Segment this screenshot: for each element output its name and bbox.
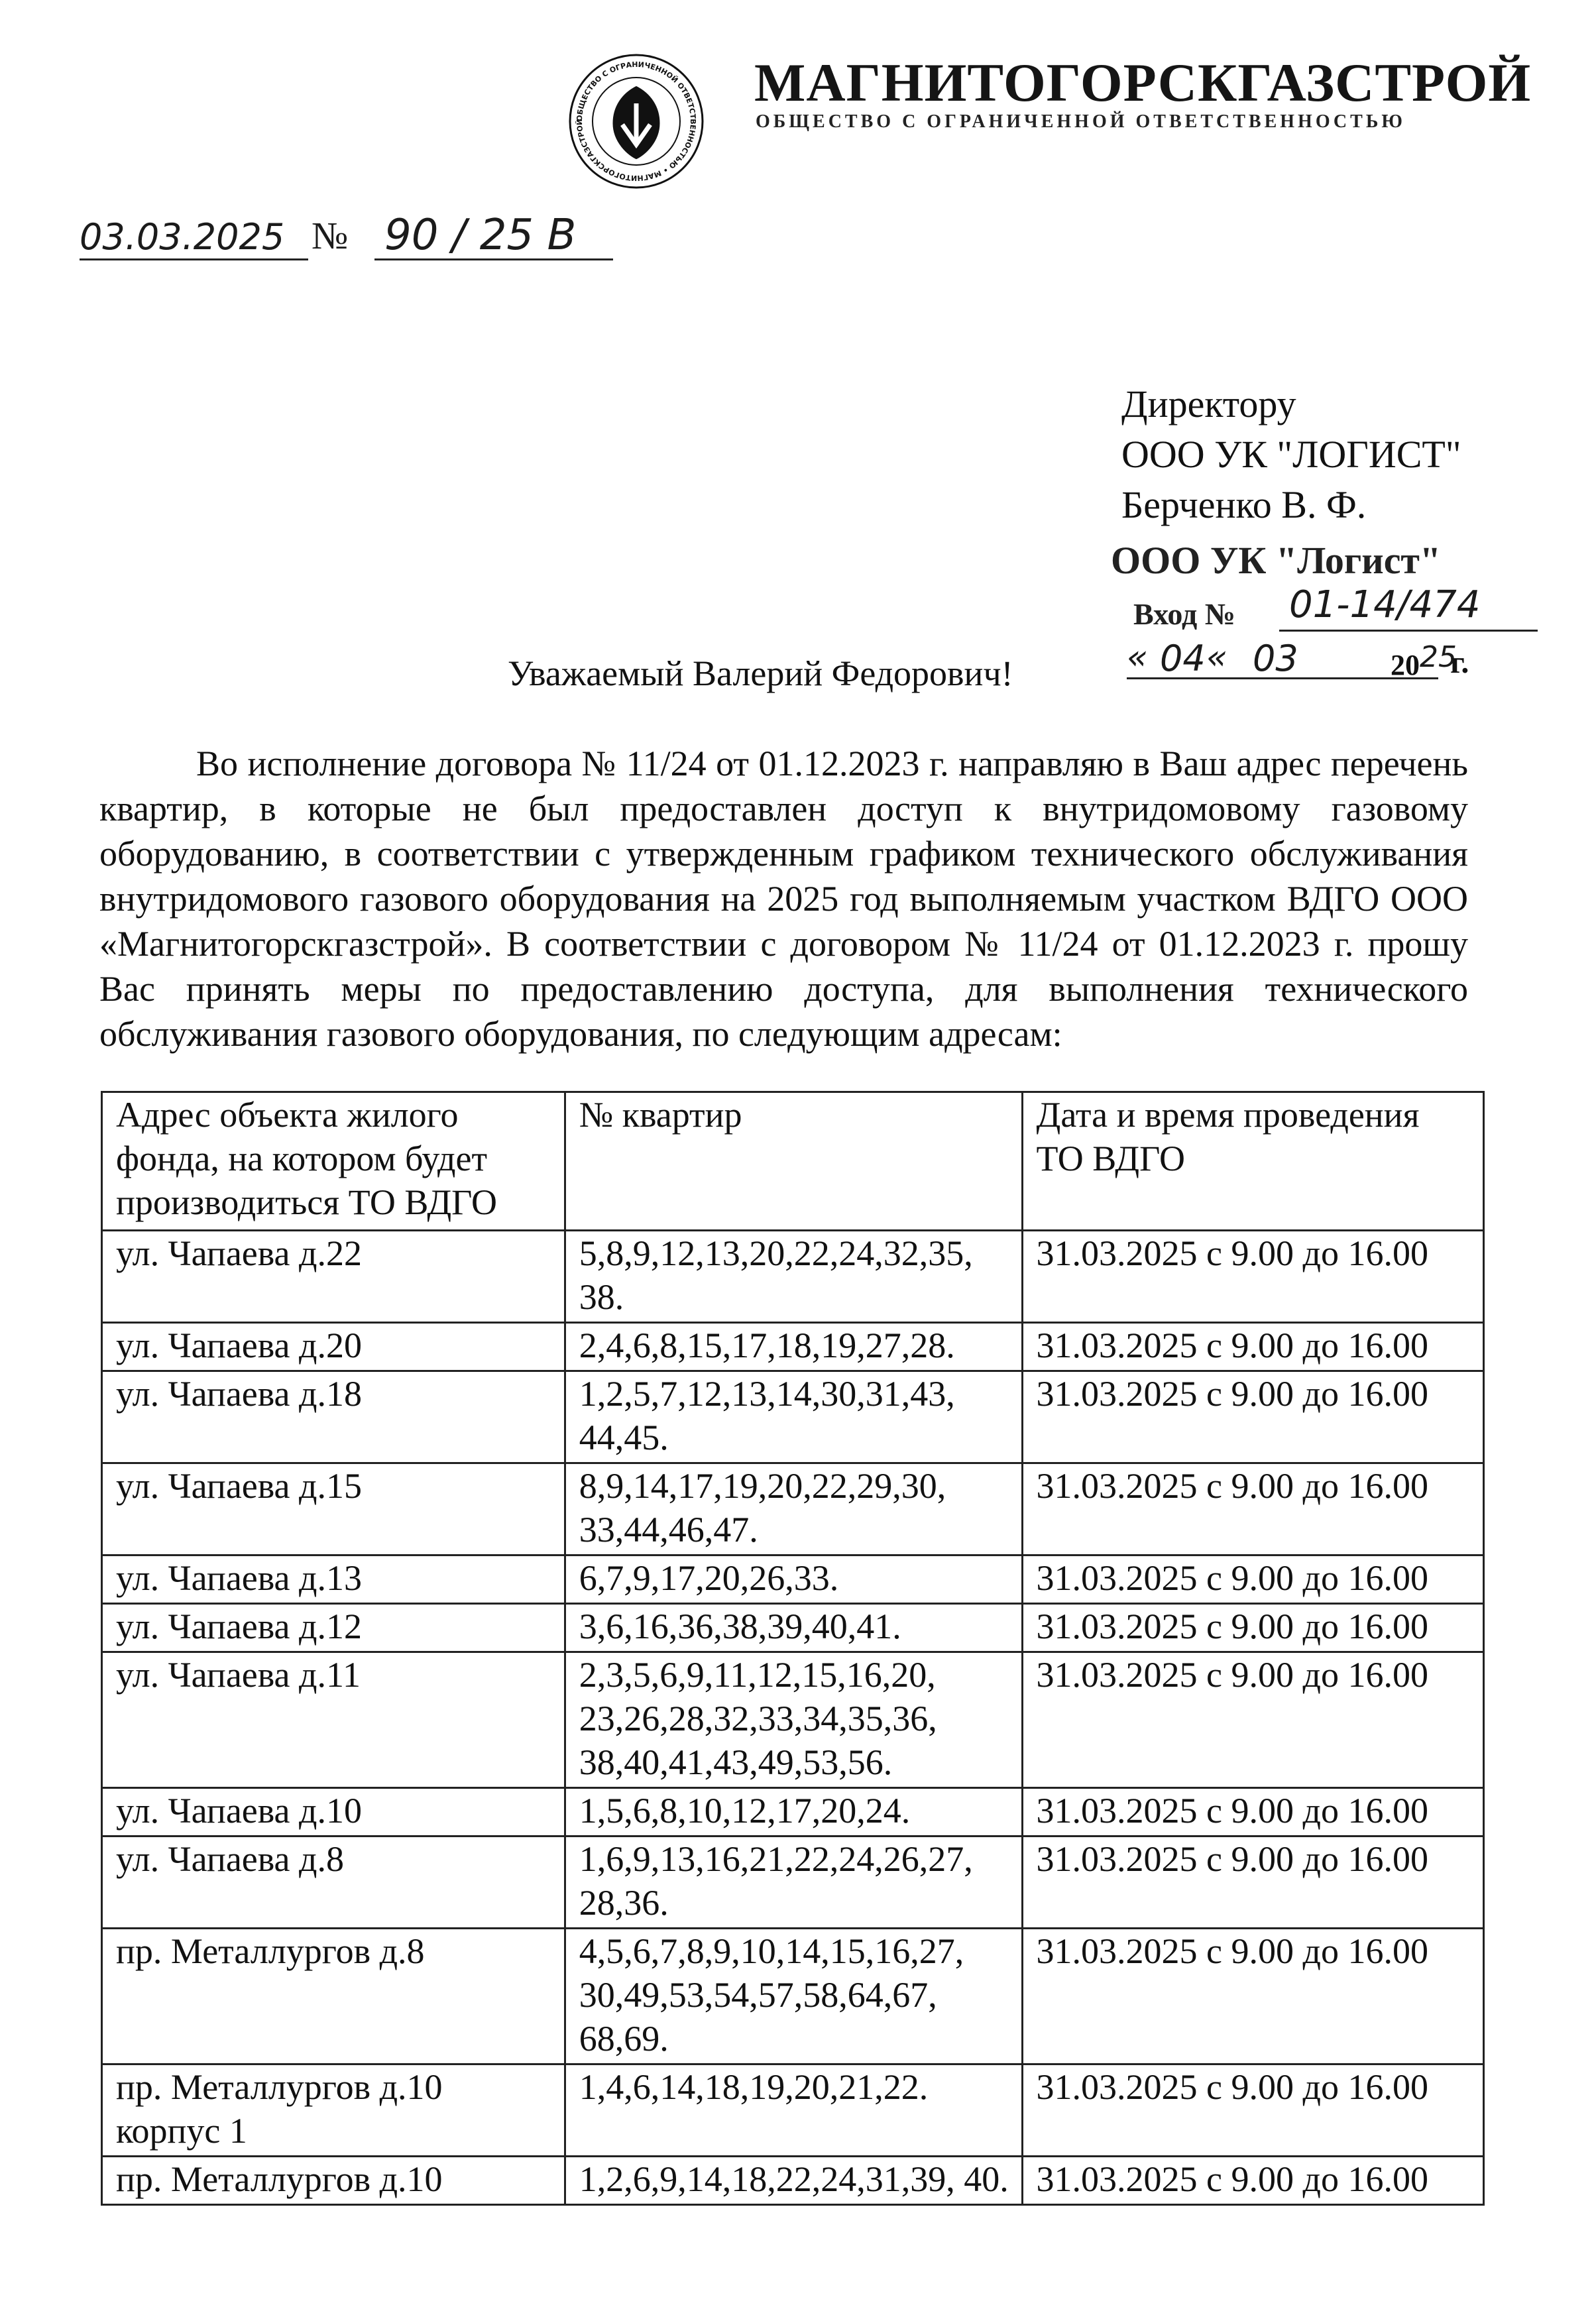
company-subtitle: ОБЩЕСТВО С ОГРАНИЧЕННОЙ ОТВЕТСТВЕННОСТЬЮ	[756, 111, 1406, 132]
table-row	[102, 1929, 1484, 2064]
header-address: Адрес объекта жилого фонда, на котором будет производиться ТО ВДГО	[102, 1092, 565, 1231]
header-datetime: Дата и время проведения ТО ВДГО	[1022, 1092, 1484, 1231]
table-row	[102, 2064, 1484, 2157]
cell-datetime: 31.03.2025 с 9.00 до 16.00	[1022, 1371, 1484, 1463]
outgoing-number-sign: №	[312, 214, 349, 257]
cell-apartments: 1,4,6,14,18,19,20,21,22.	[565, 2064, 1022, 2157]
cell-datetime: 31.03.2025 с 9.00 до 16.00	[1022, 1231, 1484, 1323]
cell-apartments: 4,5,6,7,8,9,10,14,15,16,27, 30,49,53,54,57,58,64,67, 68,69.	[565, 1929, 1022, 2064]
table-header-row	[102, 1092, 1484, 1231]
incoming-stamp-number: 01-14/474	[1289, 583, 1481, 626]
table-row	[102, 1463, 1484, 1555]
outgoing-number: 90 / 25 В	[384, 211, 577, 260]
company-emblem	[567, 52, 706, 191]
incoming-date-day: 04	[1160, 638, 1206, 679]
cell-apartments: 1,2,6,9,14,18,22,24,31,39, 40.	[565, 2157, 1022, 2205]
cell-datetime: 31.03.2025 с 9.00 до 16.00	[1022, 1463, 1484, 1555]
cell-address: пр. Металлургов д.10 корпус 1	[102, 2064, 565, 2157]
cell-apartments: 2,4,6,8,15,17,18,19,27,28.	[565, 1323, 1022, 1371]
cell-address: ул. Чапаева д.20	[102, 1323, 565, 1371]
cell-apartments: 1,5,6,8,10,12,17,20,24.	[565, 1788, 1022, 1837]
cell-datetime: 31.03.2025 с 9.00 до 16.00	[1022, 1555, 1484, 1604]
company-emblem-icon	[567, 52, 706, 191]
cell-address: ул. Чапаева д.18	[102, 1371, 565, 1463]
cell-address: ул. Чапаева д.13	[102, 1555, 565, 1604]
table-row	[102, 1604, 1484, 1652]
addressee-person: Берченко В. Ф.	[1121, 483, 1367, 526]
company-name: МАГНИТОГОРСКГАЗСТРОЙ	[754, 52, 1532, 113]
cell-apartments: 1,2,5,7,12,13,14,30,31,43, 44,45.	[565, 1371, 1022, 1463]
table-row	[102, 1837, 1484, 1929]
incoming-date-underline	[1127, 677, 1438, 679]
cell-address: ул. Чапаева д.10	[102, 1788, 565, 1837]
cell-apartments: 6,7,9,17,20,26,33.	[565, 1555, 1022, 1604]
incoming-stamp-org: ООО УК "Логист"	[1111, 539, 1442, 582]
cell-address: ул. Чапаева д.11	[102, 1652, 565, 1788]
cell-address: ул. Чапаева д.12	[102, 1604, 565, 1652]
cell-datetime: 31.03.2025 с 9.00 до 16.00	[1022, 1323, 1484, 1371]
incoming-date-year-suffix: г.	[1450, 645, 1469, 680]
cell-datetime: 31.03.2025 с 9.00 до 16.00	[1022, 2157, 1484, 2205]
incoming-date-year-prefix: 20	[1391, 649, 1420, 681]
addressee-organization: ООО УК "ЛОГИСТ"	[1121, 433, 1461, 476]
addressee-position: Директору	[1121, 382, 1296, 425]
body-paragraph: Во исполнение договора № 11/24 от 01.12.2023 г. направляю в Ваш адрес перечень квартир, в которые не был предоставлен доступ к внутридомовому газовому оборудованию, в соответствии с утвержденным графиком технического обслуживания внутридомового газового оборудования на 2025 год выполняемым участком ВДГО ООО «Магнитогорскгазстрой». В соответствии с договором № 11/24 от 01.12.2023 г. прошу Вас принять меры по предоставлению доступа, для выполнения технического обслуживания газового оборудования, по следующим адресам:	[99, 744, 1468, 1054]
apartments-table	[101, 1091, 1485, 2206]
cell-address: пр. Металлургов д.10	[102, 2157, 565, 2205]
cell-apartments: 2,3,5,6,9,11,12,15,16,20, 23,26,28,32,33,34,35,36, 38,40,41,43,49,53,56.	[565, 1652, 1022, 1788]
cell-datetime: 31.03.2025 с 9.00 до 16.00	[1022, 1929, 1484, 2064]
table-row	[102, 1652, 1484, 1788]
cell-datetime: 31.03.2025 с 9.00 до 16.00	[1022, 2064, 1484, 2157]
cell-address: ул. Чапаева д.8	[102, 1837, 565, 1929]
cell-apartments: 1,6,9,13,16,21,22,24,26,27, 28,36.	[565, 1837, 1022, 1929]
incoming-date-quote-close: «	[1206, 638, 1228, 677]
incoming-number-underline	[1279, 630, 1538, 632]
outgoing-number-underline	[374, 258, 613, 260]
cell-apartments: 3,6,16,36,38,39,40,41.	[565, 1604, 1022, 1652]
cell-datetime: 31.03.2025 с 9.00 до 16.00	[1022, 1604, 1484, 1652]
table-row	[102, 1788, 1484, 1837]
incoming-date-year: 25	[1420, 640, 1457, 674]
salutation: Уважаемый Валерий Федорович!	[508, 653, 1013, 693]
table-row	[102, 1231, 1484, 1323]
outgoing-date-underline	[80, 258, 308, 260]
incoming-date-month: 03	[1253, 638, 1298, 679]
cell-apartments: 5,8,9,12,13,20,22,24,32,35, 38.	[565, 1231, 1022, 1323]
cell-address: пр. Металлургов д.8	[102, 1929, 565, 2064]
header-apartments: № квартир	[565, 1092, 1022, 1231]
emblem-ring-text: ОБЩЕСТВО С ОГРАНИЧЕННОЙ ОТВЕТСТВЕННОСТЬЮ • МАГНИТОГОРСКГАЗСТРОЙ	[575, 60, 698, 183]
cell-apartments: 8,9,14,17,19,20,22,29,30, 33,44,46,47.	[565, 1463, 1022, 1555]
addressee-block	[1121, 379, 1461, 530]
table-row	[102, 1371, 1484, 1463]
incoming-stamp-label: Вход №	[1133, 597, 1235, 631]
table-row	[102, 1555, 1484, 1604]
cell-datetime: 31.03.2025 с 9.00 до 16.00	[1022, 1652, 1484, 1788]
cell-datetime: 31.03.2025 с 9.00 до 16.00	[1022, 1837, 1484, 1929]
cell-address: ул. Чапаева д.22	[102, 1231, 565, 1323]
table-row	[102, 1323, 1484, 1371]
outgoing-date: 03.03.2025	[80, 216, 285, 258]
cell-datetime: 31.03.2025 с 9.00 до 16.00	[1022, 1788, 1484, 1837]
incoming-date-quote-open: «	[1127, 638, 1149, 677]
table-row	[102, 2157, 1484, 2205]
cell-address: ул. Чапаева д.15	[102, 1463, 565, 1555]
